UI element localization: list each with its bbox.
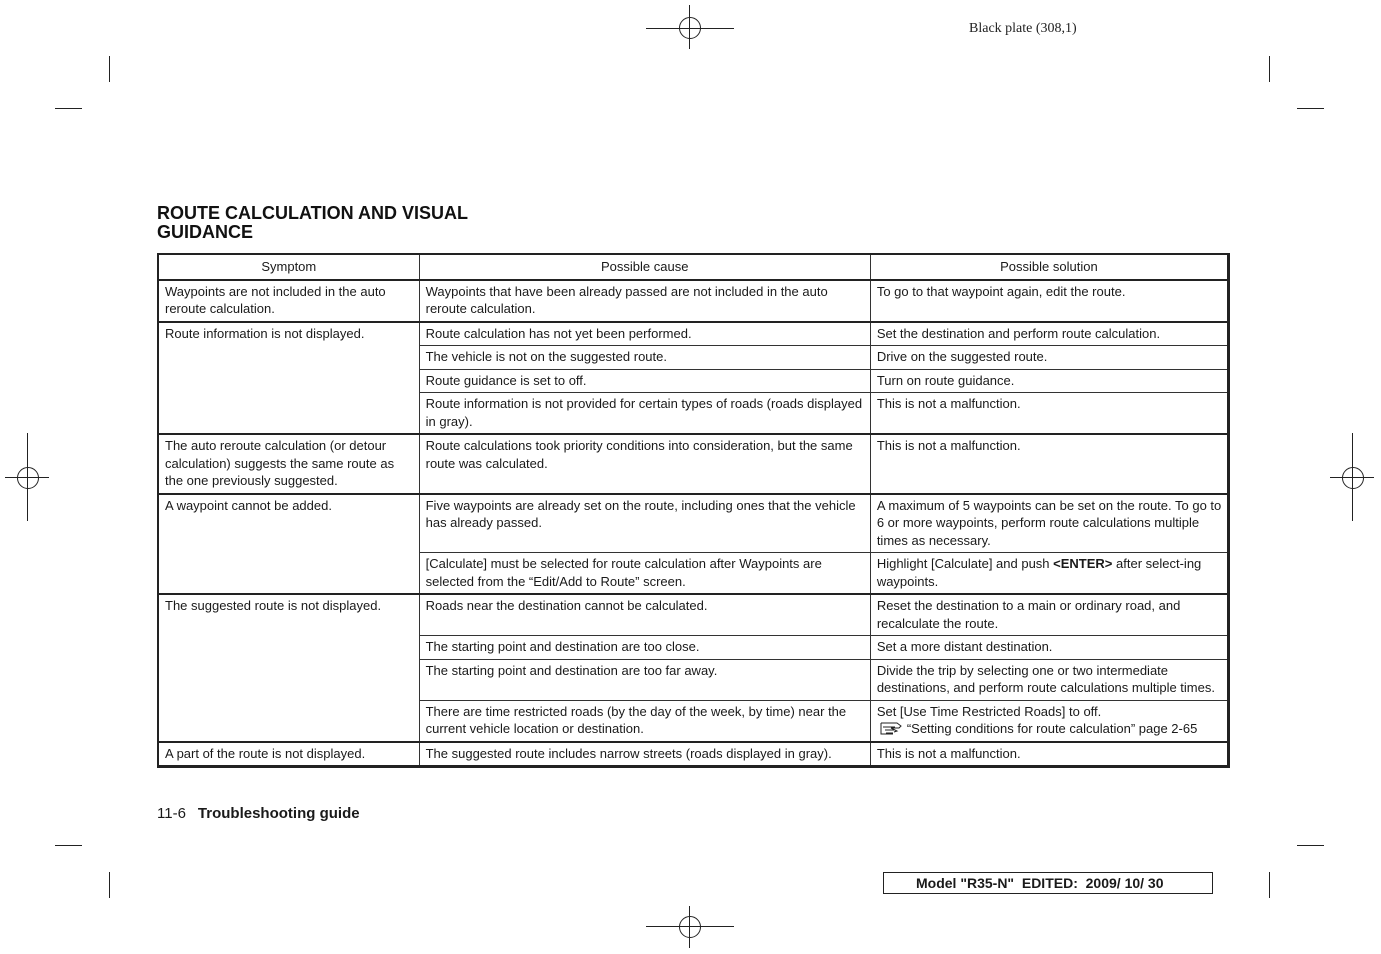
table-row <box>158 494 1229 553</box>
table-row <box>158 434 1229 494</box>
solution-text: Set [Use Time Restricted Roads] to off. <box>876 703 1102 719</box>
symptom-cell: Route information is not displayed. <box>158 322 419 435</box>
model-label: Model <box>916 875 961 891</box>
page-reference <box>877 720 1222 738</box>
section-title-line-1: ROUTE CALCULATION AND VISUAL <box>157 203 468 223</box>
section-name: Troubleshooting guide <box>197 805 360 822</box>
model-code: "R35-N" <box>960 875 1015 891</box>
table-row <box>158 322 1229 346</box>
edited-label: EDITED: <box>1014 875 1086 891</box>
header-cause: Possible cause <box>419 254 870 280</box>
solution-cell: Divide the trip by selecting one or two intermediate destinations, and perform route calculations multiple times. <box>870 659 1228 700</box>
symptom-cell: A part of the route is not displayed. <box>158 742 419 767</box>
page-number: 11-6 <box>157 805 186 822</box>
solution-cell <box>870 553 1228 595</box>
solution-cell: Set the destination and perform route calculation. <box>870 322 1228 346</box>
header-solution: Possible solution <box>870 254 1228 280</box>
solution-cell: This is not a malfunction. <box>870 434 1228 494</box>
table-row <box>158 594 1229 636</box>
troubleshooting-table <box>157 253 1230 768</box>
section-title-line-2: GUIDANCE <box>157 222 254 242</box>
table-row <box>158 742 1229 767</box>
page-footer <box>157 805 360 822</box>
solution-cell: Set a more distant destination. <box>870 636 1228 660</box>
solution-cell: To go to that waypoint again, edit the route. <box>870 280 1228 322</box>
cause-cell: Route calculations took priority conditions into consideration, but the same route was calculated. <box>419 434 870 494</box>
cause-cell: [Calculate] must be selected for route calculation after Waypoints are selected from the “Edit/Add to Route” screen. <box>419 553 870 595</box>
plate-label: Black plate (308,1) <box>969 21 1077 36</box>
cause-cell: Five waypoints are already set on the route, including ones that the vehicle has already passed. <box>419 494 870 553</box>
cause-cell: Roads near the destination cannot be calculated. <box>419 594 870 636</box>
solution-cell: This is not a malfunction. <box>870 742 1228 767</box>
symptom-cell: Waypoints are not included in the auto reroute calculation. <box>158 280 419 322</box>
enter-key-label: <ENTER> <box>1053 556 1113 571</box>
solution-cell: A maximum of 5 waypoints can be set on the route. To go to 6 or more waypoints, perform route calculations multiple times as necessary. <box>870 494 1228 553</box>
cause-cell: Route information is not provided for certain types of roads (roads displayed in gray). <box>419 393 870 435</box>
table-header-row <box>158 254 1229 280</box>
cause-cell: The starting point and destination are too close. <box>419 636 870 660</box>
cause-cell: The starting point and destination are too far away. <box>419 659 870 700</box>
table-row <box>158 280 1229 322</box>
header-symptom: Symptom <box>158 254 419 280</box>
cause-cell: The suggested route includes narrow streets (roads displayed in gray). <box>419 742 870 767</box>
solution-cell: Turn on route guidance. <box>870 369 1228 393</box>
cause-cell: The vehicle is not on the suggested route. <box>419 346 870 370</box>
solution-text: Highlight [Calculate] and push <box>876 556 1054 571</box>
solution-text-after: after select-ing waypoints. <box>876 556 1202 589</box>
symptom-cell: The auto reroute calculation (or detour calculation) suggests the same route as the one previously suggested. <box>158 434 419 494</box>
edited-date: 2009/ 10/ 30 <box>1085 875 1164 891</box>
solution-cell: Drive on the suggested route. <box>870 346 1228 370</box>
cause-cell: There are time restricted roads (by the day of the week, by time) near the current vehicle location or destination. <box>419 700 870 742</box>
model-edit-box <box>883 872 1213 894</box>
cause-cell: Waypoints that have been already passed are not included in the auto reroute calculation. <box>419 280 870 322</box>
solution-cell: Reset the destination to a main or ordinary road, and recalculate the route. <box>870 594 1228 636</box>
reference-text: “Setting conditions for route calculation” page 2-65 <box>906 721 1198 736</box>
symptom-cell: A waypoint cannot be added. <box>158 494 419 595</box>
solution-cell <box>870 700 1228 742</box>
symptom-cell: The suggested route is not displayed. <box>158 594 419 742</box>
reference-hand-icon <box>877 721 907 735</box>
section-title <box>157 204 577 242</box>
cause-cell: Route calculation has not yet been performed. <box>419 322 870 346</box>
solution-cell: This is not a malfunction. <box>870 393 1228 435</box>
cause-cell: Route guidance is set to off. <box>419 369 870 393</box>
